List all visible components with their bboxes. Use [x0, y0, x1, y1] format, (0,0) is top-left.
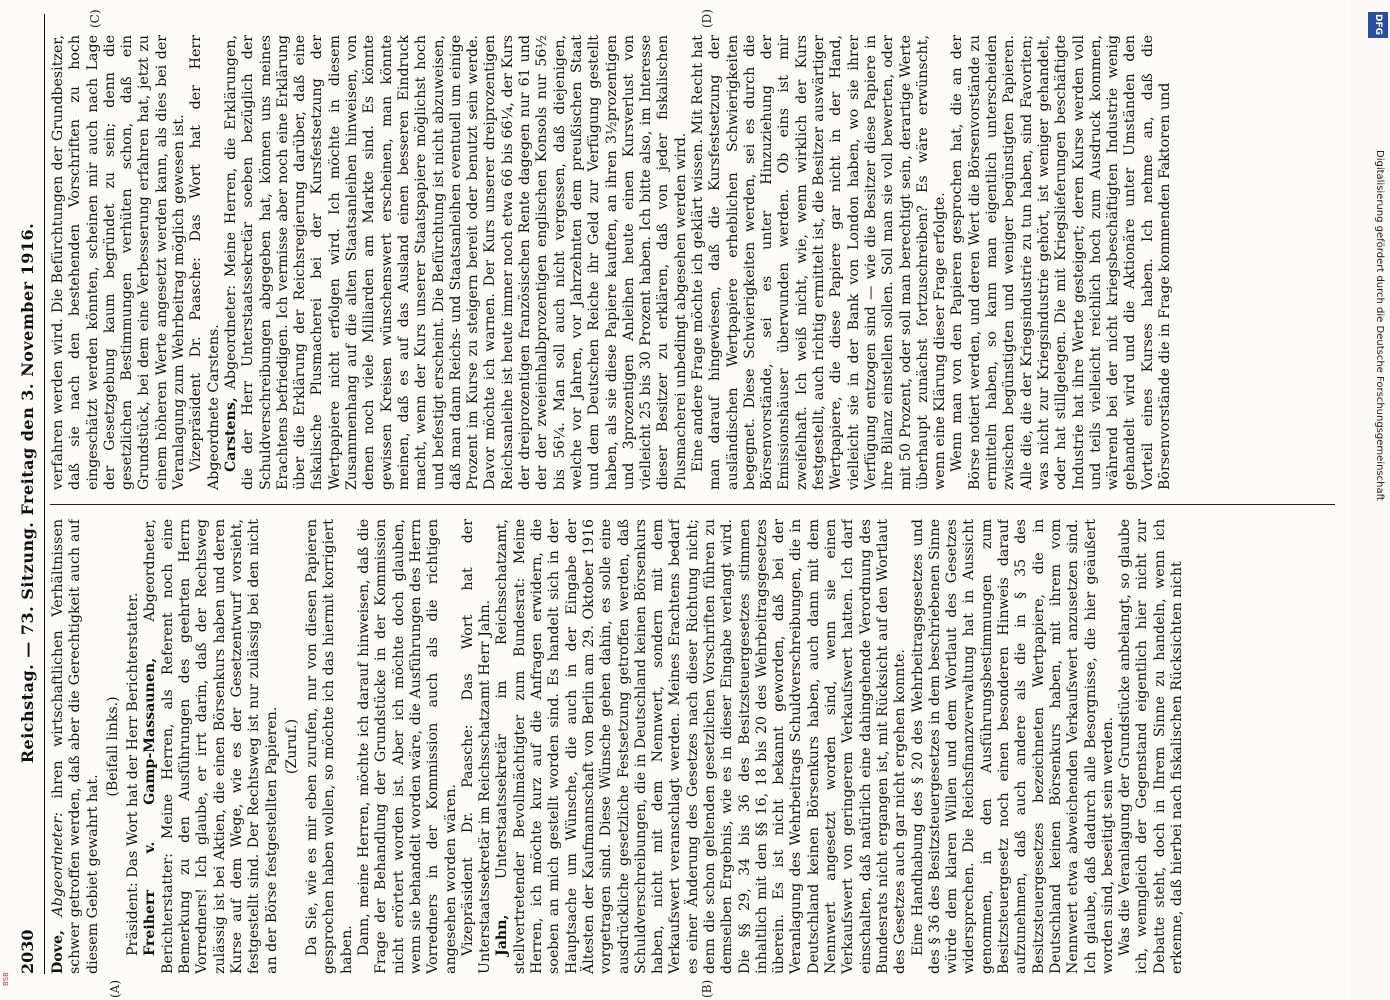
- paragraph: Vizepräsident Dr. Paasche: Das Wort hat der Unterstaatssekretär im Reichsschatzamt Herr Jahn.: [459, 519, 494, 974]
- paragraph-text: Unterstaatssekretär im Reichsschatzamt, stellvertretender Bevollmächtigter zum Bundesrat: Meine Herren, ich möchte kurz auf die Anfragen erwidern, die soeben an mich gestellt worden sind. Es handelt sich in der Hauptsache um Wünsche, die auch in der Eingabe der Ältesten der Kaufmannschaft von Berlin am 29. Oktober 1916 vorgetragen sind. Diese Wünsche gehen dahin, es solle eine ausdrückliche gesetzliche Festsetzung getroffen werden, daß Schuldverschreibungen, die in Deutschland keinen Börsenkurs haben, nicht mit dem Nennwert, sondern mit dem Verkaufswert veranschlagt werden. Meines Erachtens bedarf es einer Änderung des Gesetzes nach dieser Richtung nicht; denn die schon geltenden gesetzlichen Vorschriften führen zu demselben Ergebnis, wie es in dieser Eingabe verlangt wird. Die §§ 29, 34 bis 36 des Besitzsteuergesetzes stimmen inhaltlich mit den §§ 16, 18 bis 20 des Wehrbeitragsgesetzes überein. Es ist nicht bekannt geworden, daß bei der Veranlagung des Wehrbeitrags Schuldverschreibungen, die in Deutschland keinen Börsenkurs haben, auch dann mit dem Nennwert angesetzt worden sind, wenn sie einen Verkaufswert von geringerem Verkaufswert hatten. Ich darf einschalten, daß natürlich eine dahingehende Verordnung des Bundesrats nicht ergangen ist, mit Rücksicht auf den Wortlaut des Gesetzes auch gar nicht ergehen konnte.: [494, 519, 909, 974]
- speaker-name: Jahn,: [494, 914, 511, 956]
- paragraph: Wenn man von den Papieren gesprochen hat, die an der Börse notiert werden, und deren Wert die Börsenvorstände zu ermitteln haben, so kann man eigentlich unterscheiden zwischen begünstigten und weniger begünstigten Papieren. Alle die, die der Kriegsindustrie zu tun haben, sind Favoriten; was nicht zur Kriegsindustrie gehört, ist weniger gehandelt, oder hat stillgelegen. Die mit Kriegslieferungen beschäftigte Industrie hat ihre Werte gesteigert; deren Kurse werden voll und teils vielleicht reichlich hoch zum Ausdruck kommen, während bei der nicht kriegsbeschäftigten Industrie wenig gehandelt wird und die Aktionäre unter Umständen den Vorteil eines Kurses haben. Ich nehme an, daß die Börsenvorstände die in Frage kommenden Faktoren und: [949, 35, 1173, 490]
- header-rule: [44, 14, 45, 974]
- funding-stamp: Digitalisierung gefördert durch die Deutsche Forschungsgemeinschaft: [1374, 150, 1385, 501]
- dfg-logo: DFG: [1368, 12, 1388, 38]
- speaker-name: Carstens,: [222, 397, 239, 472]
- paragraph: [494, 519, 909, 974]
- speaker-role: Abgeordneter:: [50, 812, 66, 917]
- corner-mark: BSB: [2, 972, 10, 986]
- paragraph-text: ihren wirtschaftlichen Verhältnissen schwer getroffen werden, daß aber die Gerechtigkeit auch auf diesem Gebiet gewahrt hat.: [50, 519, 101, 974]
- paragraph-text: Abgeordneter, Berichterstatter: Meine Herren, als Referent noch eine Bemerkung zu den Ausführungen des geehrten Herrn Vorredners! Ich glaube, er irrt darin, daß der Rechtsweg zulässig ist bei Aktien, die einen Börsenkurs haben und deren Kurse auf dem Wege, wie es der Gesetzentwurf vorsieht, festgestellt sind. Der Rechtsweg ist nur zulässig bei den nicht an der Börse festgestellten Papieren.: [142, 519, 280, 974]
- speaker-name: Freiherr v. Gamp-Massaunen,: [142, 657, 159, 956]
- margin-letter-b: (B): [700, 979, 714, 998]
- paragraph: Präsident: Das Wort hat der Herr Berichterstatter.: [125, 592, 142, 956]
- paragraph: Eine andere Frage möchte ich geklärt wissen. Mit Recht hat man darauf hingewiesen, daß die Kursfestsetzung der ausländischen Wertpapiere erheblichen Schwierigkeiten begegnet. Diese Schwierigkeiten werden, sei es durch die Börsenvorstände, sei es unter Hinzuziehung der Emissionshäuser überwunden werden. Ob eins ist mir zweifelhaft. Ich weiß nicht, wie, wenn wirklich der Kurs festgestellt, auch richtig ermittelt ist, die Besitzer auswärtiger Wertpapiere, die diese Papiere gar nicht in der Hand, vielleicht sie in der Bank von London haben, wo sie ihrer Verfügung entzogen sind — wie die Besitzer diese Papiere in ihre Bilanz einstellen sollen. Soll man sie voll bewerten, oder mit 50 Prozent, oder soll man berechtigt sein, derartige Werte überhaupt zunächst fortzuschreiben? Es wäre erwünscht, wenn eine Klärung dieser Frage erfolgte.: [689, 35, 949, 490]
- paragraph: verfahren werden wird. Die Befürchtungen der Grundbesitzer, daß sie nach den bestehenden Vorschriften zu hoch eingeschätzt werden könnten, scheinen mir auch nach Lage der Gesetzgebung kaum begründet zu sein; denn die gesetzlichen Bestimmungen verhüten schon, daß ein Grundstück, bei dem eine Verbesserung erfahren hat, jetzt zu einem höheren Werte angesetzt werden kann, als dies bei der Veranlagung zum Wehrbeitrag möglich gewesen ist.: [50, 35, 188, 490]
- paragraph: Dann, meine Herren, möchte ich darauf hinweisen, daß die Frage der Behandlung der Grundstücke in der Kommission nicht erörtert worden ist. Aber ich möchte doch glauben, wenn sie behandelt worden wäre, die Ausführungen des Herrn Vorredners in der Kommission auch als die richtigen angesehen worden wären.: [356, 519, 459, 974]
- paragraph: Da Sie, wie es mir eben zurufen, nur von diesen Papieren gesprochen haben wollen, so möchte ich das hiermit korrigiert haben.: [304, 519, 355, 974]
- left-column: [50, 519, 1340, 974]
- right-column: [50, 35, 1340, 490]
- paragraph: [223, 35, 690, 490]
- page-title: Reichstag. — 73. Sitzung. Freitag den 3. November 1916.: [17, 222, 37, 764]
- paragraph: [142, 519, 280, 974]
- paragraph: Eine Handhabung des § 20 des Wehrbeitragsgesetzes und des § 36 des Besitzsteuergesetzes in dem beschriebenen Sinne würde dem klaren Willen und dem Wortlaut des Gesetzes widersprechen. Die Reichsfinanzverwaltung hat in Aussicht genommen, in den Ausführungsbestimmungen zum Besitzsteuergesetz noch einen besonderen Hinweis darauf aufzunehmen, daß auch andere als die in § 35 des Besitzsteuergesetzes bezeichneten Wertpapiere, die in Deutschland keinen Börsenkurs haben, mit ihrem vom Nennwert etwa abweichenden Verkaufswert anzusetzen sind. Ich glaube, daß dadurch alle Besorgnisse, die hier geäußert worden sind, beseitigt sein werden.: [909, 519, 1116, 974]
- speaker-name: Dove,: [50, 930, 66, 974]
- margin-letter-d: (D): [700, 9, 714, 28]
- margin-letter-a: (A): [108, 979, 122, 998]
- paragraph: Was die Veranlagung der Grundstücke anbelangt, so glaube ich, wenngleich der Gegenstand eigentlich hier nicht zur Debatte steht, doch in Ihrem Sinne zu handeln, wenn ich erkenne, daß hierbei nach fiskalischen Rücksichten nicht: [1117, 519, 1185, 974]
- page-number: 2030: [17, 929, 37, 974]
- column-divider: [50, 504, 1335, 505]
- page-header: [12, 12, 42, 974]
- paragraph: Vizepräsident Dr. Paasche: Das Wort hat der Herr Abgeordnete Carstens.: [188, 35, 222, 490]
- paragraph: [50, 519, 102, 974]
- margin-letter-c: (C): [88, 9, 102, 28]
- paragraph-text: Abgeordneter: Meine Herren, die Erklärungen, die der Herr Unterstaatssekretär soeben bezüglich der Schuldverschreibungen abgegeben hat, können uns meines Erachtens befriedigen. Ich vermisse aber noch eine Erklärung über die Erklärung der Reichsregierung darüber, daß eine fiskalische Plusmacherei bei der Kursfestsetzung der Wertpapiere nicht erfolgen wird. Ich möchte in diesem Zusammenhang auf die alten Staatsanleihen hinweisen, von denen noch viele Milliarden am Markte sind. Es könnte gewissen Kreisen wünschenswert erscheinen, man könnte meinen, daß es auf das Ausland einen besseren Eindruck macht, wenn der Kurs unserer Staatspapiere möglichst hoch und befestigt erscheint. Die Befürchtung ist nicht abzuweisen, daß man dann Reichs- und Staatsanleihen eventuell um einige Prozent im Kurse zu steigern bereit oder benutzt sein werde. Davor möchte ich warnen. Der Kurs unserer dreiprozentigen Reichsanleihe ist heute immer noch etwa 66 bis 66¼, der Kurs der dreiprozentigen französischen Rente dagegen nur 61 und der der zweieinhalbprozentigen englischen Konsols nur 56½ bis 56¼. Man soll auch nicht vergessen, daß diejenigen, welche vor Jahren, vor Jahrzehnten dem preußischen Staat und dem Deutschen Reiche ihr Geld zur Verfügung gestellt haben, als sie diese Papiere kauften, an ihren 3½prozentigen und 3prozentigen Anleihen heute einen Kursverlust von vielleicht 25 bis 30 Prozent haben. Ich bitte also, im Interesse dieser Besitzer zu erklären, daß von jeder fiskalischen Plusmacherei unbedingt abgesehen werden wird.: [222, 35, 689, 490]
- applause-note: (Beifall links.): [104, 696, 121, 797]
- interjection-note: (Zuruf.): [283, 718, 300, 775]
